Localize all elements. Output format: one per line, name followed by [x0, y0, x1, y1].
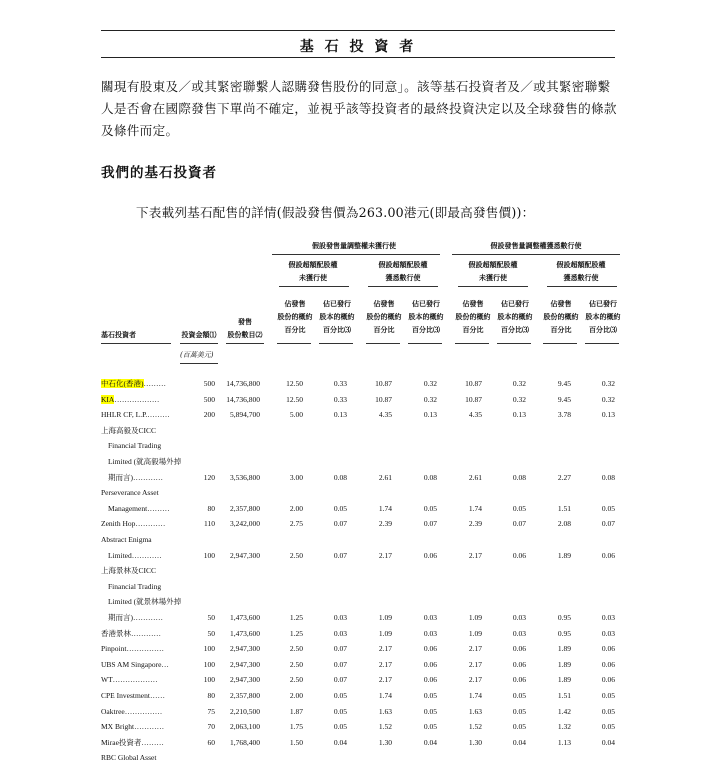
pct-capital-value: 0.08 — [423, 472, 437, 482]
pct-offer-value: 10.87 — [375, 379, 392, 388]
pct-offer-value: 2.50 — [289, 659, 303, 669]
pct-offer-value: 2.61 — [468, 472, 482, 482]
offer-share-count: 3,242,000 — [230, 519, 260, 529]
pct-offer-value: 1.09 — [468, 628, 482, 638]
pct-offer-value: 3.78 — [557, 410, 571, 420]
offer-share-count: 1,473,600 — [230, 628, 260, 638]
leader-dots: …………… — [124, 706, 163, 716]
pct-capital-value: 0.07 — [333, 659, 347, 669]
pct-capital-value: 0.05 — [601, 503, 615, 513]
offer-share-count: 3,536,800 — [230, 472, 260, 482]
pct-capital-value: 0.32 — [512, 379, 526, 388]
pct-offer-value: 2.61 — [378, 472, 392, 482]
pct-capital-value: 0.03 — [423, 628, 437, 638]
pct-capital-value: 0.07 — [333, 644, 347, 654]
investor-name-text: RBC Global Asset — [101, 753, 157, 763]
investor-name — [101, 488, 159, 498]
pct-capital-value: 0.06 — [423, 550, 437, 560]
investment-amount: 100 — [203, 644, 215, 654]
pct-offer-value: 1.30 — [378, 737, 392, 747]
investment-amount: 70 — [207, 722, 215, 732]
col-pct-rule — [497, 343, 531, 344]
pct-capital-value: 0.08 — [601, 472, 615, 482]
offer-share-count: 2,947,300 — [230, 659, 260, 669]
col-pct-capital: 佔已發行 股本的概約 百分比⑶ — [585, 300, 621, 334]
pct-offer-value: 1.52 — [378, 722, 392, 732]
pct-capital-value: 0.06 — [512, 550, 526, 560]
offer-share-count: 2,357,800 — [230, 691, 260, 700]
pct-offer-value: 1.89 — [557, 644, 571, 654]
pct-capital-value: 0.03 — [333, 613, 347, 622]
offer-share-count: 1,473,600 — [230, 613, 260, 622]
investment-amount: 120 — [203, 472, 215, 482]
leader-dots: ………… — [134, 722, 165, 732]
pct-offer-value: 1.74 — [378, 691, 392, 700]
offer-share-count: 2,063,100 — [230, 722, 260, 732]
investment-amount: 100 — [203, 659, 215, 669]
offer-share-count: 2,357,800 — [230, 503, 260, 513]
investor-name-text: Management — [108, 503, 148, 513]
investor-name-text: 期而言) — [108, 613, 133, 622]
investment-amount: 110 — [204, 519, 215, 529]
col-pct-capital: 佔已發行 股本的概約 百分比⑶ — [408, 300, 444, 334]
investor-name — [101, 410, 170, 420]
investor-name-text: Limited (就景林場外掉 — [108, 597, 182, 607]
pct-capital-value: 0.05 — [423, 706, 437, 716]
pct-offer-value: 2.17 — [378, 550, 392, 560]
pct-capital-value: 0.05 — [333, 722, 347, 732]
col-pct-rule — [543, 343, 577, 344]
investor-name — [101, 379, 166, 389]
pct-capital-value: 0.05 — [333, 503, 347, 513]
pct-capital-value: 0.33 — [333, 394, 347, 404]
investor-name — [101, 707, 162, 717]
pct-offer-value: 1.09 — [378, 628, 392, 638]
pct-offer-value: 1.42 — [557, 706, 571, 716]
investor-name-text: KIA — [101, 394, 115, 404]
pct-capital-value: 0.13 — [512, 410, 526, 420]
pct-offer-value: 2.39 — [468, 519, 482, 529]
pct-capital-value: 0.07 — [333, 675, 347, 685]
pct-capital-value: 0.08 — [512, 472, 526, 482]
offer-share-count: 14,736,800 — [226, 394, 260, 404]
investor-name — [108, 441, 161, 451]
leader-dots: ……………… — [114, 394, 160, 404]
pct-offer-value: 1.51 — [557, 691, 571, 700]
pct-offer-value: 3.00 — [289, 472, 303, 482]
investor-name — [101, 426, 156, 436]
pct-offer-value: 4.35 — [378, 410, 392, 420]
pct-capital-value: 0.05 — [512, 706, 526, 716]
investor-name — [108, 582, 161, 592]
pct-capital-value: 0.07 — [601, 519, 615, 529]
pct-offer-value: 1.63 — [468, 706, 482, 716]
pct-offer-value: 2.75 — [289, 519, 303, 529]
offer-share-count: 2,947,300 — [230, 550, 260, 560]
col-pct-offer: 佔發售 股份的概約 百分比 — [277, 300, 313, 334]
group-header-a: 假設發售量調整權未獲行使 — [312, 242, 396, 250]
subheader-a1: 假設超額配股權 未獲行使 — [288, 261, 338, 282]
investor-name-text: Financial Trading — [108, 441, 162, 451]
pct-offer-value: 1.87 — [289, 706, 303, 716]
investor-name-text: Financial Trading — [108, 581, 162, 591]
section-title: 我們的基石投資者 — [101, 165, 217, 181]
pct-capital-value: 0.04 — [333, 737, 347, 747]
leader-dots: ………… — [131, 550, 162, 560]
col-shares: 發售 股份數目⑵ — [227, 318, 263, 339]
pct-capital-value: 0.06 — [601, 644, 615, 654]
pct-offer-value: 0.95 — [557, 628, 571, 638]
subheader-a2: 假設超額配股權 獲悉數行使 — [378, 261, 428, 282]
investor-name — [108, 504, 170, 514]
col-shares-rule — [226, 343, 264, 344]
investor-name-text: HHLR CF, L.P. — [101, 410, 148, 420]
body-paragraph: 關現有股東及／或其緊密聯繫人認購發售股份的同意」。該等基石投資者及／或其緊密聯繫人是否會在國際發售下單尚不確定，並視乎該等投資者的最終投資決定以及全球發售的條款及條件而定。 — [101, 79, 617, 138]
investor-name — [108, 457, 181, 467]
col-pct-rule — [408, 343, 442, 344]
pct-offer-value: 9.45 — [557, 379, 571, 388]
pct-offer-value: 2.17 — [378, 659, 392, 669]
investor-name-text: Abstract Enigma — [101, 535, 152, 544]
unit-label: (百萬美元) — [180, 351, 214, 359]
investor-name — [101, 644, 164, 654]
pct-capital-value: 0.32 — [601, 379, 615, 388]
pct-capital-value: 0.06 — [423, 659, 437, 669]
pct-offer-value: 12.50 — [286, 394, 303, 404]
pct-capital-value: 0.13 — [333, 410, 347, 420]
investor-name — [101, 753, 156, 763]
pct-capital-value: 0.05 — [601, 691, 615, 700]
subheader-a2-rule — [368, 286, 438, 287]
investor-name — [101, 738, 164, 748]
pct-offer-value: 1.32 — [557, 722, 571, 732]
pct-capital-value: 0.05 — [512, 503, 526, 513]
pct-offer-value: 2.50 — [289, 550, 303, 560]
pct-capital-value: 0.32 — [512, 394, 526, 404]
leader-dots: ………… — [133, 472, 163, 482]
pct-capital-value: 0.05 — [333, 706, 347, 716]
pct-capital-value: 0.32 — [423, 394, 437, 404]
pct-offer-value: 1.30 — [468, 737, 482, 747]
investor-name-text: UBS AM Singapore — [101, 659, 162, 669]
leader-dots: ………… — [133, 613, 163, 622]
investor-name — [108, 473, 163, 483]
pct-capital-value: 0.06 — [512, 675, 526, 685]
pct-offer-value: 2.39 — [378, 519, 392, 529]
pct-offer-value: 1.52 — [468, 722, 482, 732]
pct-offer-value: 10.87 — [465, 379, 482, 388]
pct-offer-value: 1.13 — [557, 737, 571, 747]
offer-share-count: 14,736,800 — [226, 379, 260, 388]
group-header-b: 假設發售量調整權獲悉數行使 — [490, 242, 582, 250]
pct-offer-value: 2.08 — [557, 519, 571, 529]
pct-capital-value: 0.04 — [512, 737, 526, 747]
pct-capital-value: 0.08 — [333, 472, 347, 482]
leader-dots: ……… — [143, 379, 166, 388]
pct-offer-value: 2.17 — [468, 659, 482, 669]
investor-name — [101, 566, 156, 576]
investor-name — [101, 535, 152, 545]
pct-capital-value: 0.07 — [333, 550, 347, 560]
col-investor: 基石投資者 — [101, 331, 136, 339]
col-pct-rule — [455, 343, 489, 344]
offer-share-count: 2,210,500 — [230, 706, 260, 716]
pct-offer-value: 2.17 — [378, 644, 392, 654]
pct-capital-value: 0.04 — [601, 737, 615, 747]
pct-offer-value: 2.27 — [557, 472, 571, 482]
investment-amount: 100 — [203, 675, 215, 685]
pct-offer-value: 1.51 — [557, 503, 571, 513]
pct-capital-value: 0.05 — [423, 503, 437, 513]
pct-offer-value: 10.87 — [375, 394, 392, 404]
pct-capital-value: 0.03 — [512, 628, 526, 638]
investor-name-text: 期而言) — [108, 472, 133, 482]
investor-name-text: Limited (就高毅場外掉 — [108, 457, 182, 466]
col-pct-rule — [585, 343, 619, 344]
group-a-rule — [272, 254, 440, 255]
pct-offer-value: 12.50 — [286, 379, 303, 388]
pct-capital-value: 0.06 — [601, 550, 615, 560]
investment-amount: 80 — [207, 503, 215, 513]
pct-offer-value: 9.45 — [557, 394, 571, 404]
pct-offer-value: 1.75 — [289, 722, 303, 732]
pct-capital-value: 0.05 — [423, 691, 437, 700]
subheader-b2: 假設超額配股權 獲悉數行使 — [556, 261, 606, 282]
col-investor-rule — [101, 343, 171, 344]
col-pct-offer: 佔發售 股份的概約 百分比 — [366, 300, 402, 334]
pct-capital-value: 0.04 — [423, 737, 437, 747]
pct-capital-value: 0.06 — [423, 644, 437, 654]
pct-offer-value: 5.00 — [289, 410, 303, 420]
pct-offer-value: 2.00 — [289, 691, 303, 700]
pct-offer-value: 2.17 — [378, 675, 392, 685]
pct-capital-value: 0.05 — [512, 691, 526, 700]
pct-offer-value: 1.63 — [378, 706, 392, 716]
pct-offer-value: 1.89 — [557, 659, 571, 669]
pct-offer-value: 1.25 — [289, 613, 303, 622]
investor-name — [101, 675, 158, 685]
investment-amount: 60 — [207, 737, 215, 747]
subheader-b2-rule — [547, 286, 617, 287]
pct-offer-value: 1.74 — [468, 691, 482, 700]
pct-offer-value: 1.89 — [557, 550, 571, 560]
pct-offer-value: 0.95 — [557, 613, 571, 622]
pct-capital-value: 0.05 — [601, 722, 615, 732]
offer-share-count: 2,947,300 — [230, 644, 260, 654]
leader-dots: ……………… — [112, 675, 158, 685]
pct-capital-value: 0.03 — [601, 628, 615, 638]
pct-capital-value: 0.32 — [423, 379, 437, 388]
investment-amount: 75 — [207, 706, 215, 716]
table-intro: 下表載列基石配售的詳情(假設發售價為263.00港元(即最高發售價))： — [136, 205, 535, 220]
investor-name — [108, 613, 163, 623]
investment-amount: 200 — [203, 410, 215, 420]
pct-capital-value: 0.03 — [601, 613, 615, 622]
pct-capital-value: 0.06 — [512, 659, 526, 669]
pct-capital-value: 0.33 — [333, 379, 347, 388]
pct-offer-value: 1.74 — [378, 503, 392, 513]
investor-name — [101, 519, 165, 529]
unit-rule — [180, 363, 218, 364]
investor-name-text: 上海景林及CICC — [101, 566, 157, 576]
pct-offer-value: 1.50 — [289, 737, 303, 747]
pct-offer-value: 1.74 — [468, 503, 482, 513]
col-pct-rule — [319, 343, 353, 344]
pct-capital-value: 0.06 — [423, 675, 437, 685]
leader-dots: …………… — [126, 644, 164, 654]
pct-capital-value: 0.13 — [601, 410, 615, 420]
leader-dots: ……… — [147, 503, 170, 513]
col-pct-offer: 佔發售 股份的概約 百分比 — [543, 300, 579, 334]
investment-amount: 100 — [203, 550, 215, 560]
col-pct-rule — [366, 343, 400, 344]
investment-amount: 50 — [207, 628, 215, 638]
investor-name — [101, 722, 164, 732]
investor-name — [108, 597, 181, 607]
col-pct-capital: 佔已發行 股本的概約 百分比⑶ — [319, 300, 355, 334]
leader-dots: ………… — [135, 519, 166, 529]
pct-capital-value: 0.06 — [512, 644, 526, 654]
investor-name — [101, 660, 169, 670]
investor-name-text: 香港景林 — [101, 628, 131, 638]
group-b-rule — [452, 254, 620, 255]
pct-offer-value: 2.17 — [468, 644, 482, 654]
pct-offer-value: 2.17 — [468, 550, 482, 560]
investor-name — [101, 691, 165, 701]
subheader-a1-rule — [279, 286, 349, 287]
leader-dots: ……… — [141, 737, 164, 747]
pct-capital-value: 0.07 — [333, 519, 347, 529]
offer-share-count: 2,947,300 — [230, 675, 260, 685]
investor-name-text: Mirae投資者 — [101, 737, 142, 747]
subheader-b1: 假設超額配股權 未獲行使 — [468, 261, 518, 282]
pct-capital-value: 0.03 — [423, 613, 437, 622]
investor-name-text: MX Bright — [101, 722, 135, 732]
investment-amount: 500 — [203, 379, 215, 388]
investment-amount: 500 — [203, 394, 215, 404]
pct-capital-value: 0.07 — [512, 519, 526, 529]
investor-name — [101, 395, 159, 405]
col-amount: 投資金額⑴ — [181, 331, 217, 339]
header-rule-top — [101, 30, 615, 31]
investor-name-text: 上海高毅及CICC — [101, 425, 157, 435]
leader-dots: …… — [149, 691, 165, 700]
investor-name-text: Perseverance Asset — [101, 488, 159, 498]
pct-offer-value: 2.50 — [289, 675, 303, 685]
leader-dots: ………… — [131, 628, 161, 638]
pct-offer-value: 1.25 — [289, 628, 303, 638]
investor-name-text: Limited — [108, 550, 132, 560]
pct-offer-value: 1.09 — [378, 613, 392, 622]
leader-dots: ……… — [147, 410, 170, 420]
pct-offer-value: 2.50 — [289, 644, 303, 654]
col-pct-rule — [277, 343, 311, 344]
investor-name-text: 中石化(香港) — [101, 379, 144, 388]
investor-name-text: WT — [101, 675, 113, 685]
pct-capital-value: 0.03 — [512, 613, 526, 622]
leader-dots: … — [161, 659, 169, 669]
pct-capital-value: 0.06 — [601, 659, 615, 669]
pct-offer-value: 1.09 — [468, 613, 482, 622]
pct-capital-value: 0.06 — [601, 675, 615, 685]
pct-capital-value: 0.32 — [601, 394, 615, 404]
pct-offer-value: 2.00 — [289, 503, 303, 513]
investor-name — [108, 551, 162, 561]
investor-name-text: Pinpoint — [101, 644, 127, 654]
col-amount-rule — [180, 343, 218, 344]
header-rule-bottom — [101, 57, 615, 58]
offer-share-count: 5,894,700 — [230, 410, 260, 420]
col-pct-offer: 佔發售 股份的概約 百分比 — [455, 300, 491, 334]
page-header-title: 基 石 投 資 者 — [299, 39, 417, 55]
pct-capital-value: 0.03 — [333, 628, 347, 638]
investor-name — [101, 629, 161, 639]
pct-capital-value: 0.05 — [512, 722, 526, 732]
investor-name-text: CPE Investment — [101, 691, 150, 700]
pct-capital-value: 0.05 — [423, 722, 437, 732]
pct-offer-value: 1.89 — [557, 675, 571, 685]
col-pct-capital: 佔已發行 股本的概約 百分比⑶ — [497, 300, 533, 334]
investment-amount: 80 — [207, 691, 215, 700]
pct-offer-value: 10.87 — [465, 394, 482, 404]
pct-capital-value: 0.05 — [333, 691, 347, 700]
subheader-b1-rule — [458, 286, 528, 287]
pct-capital-value: 0.05 — [601, 706, 615, 716]
pct-capital-value: 0.13 — [423, 410, 437, 420]
offer-share-count: 1,768,400 — [230, 737, 260, 747]
pct-capital-value: 0.07 — [423, 519, 437, 529]
pct-offer-value: 4.35 — [468, 410, 482, 420]
investor-name-text: Zenith Hop — [101, 519, 136, 529]
investment-amount: 50 — [207, 613, 215, 622]
investor-name-text: Oaktree — [101, 706, 125, 716]
pct-offer-value: 2.17 — [468, 675, 482, 685]
